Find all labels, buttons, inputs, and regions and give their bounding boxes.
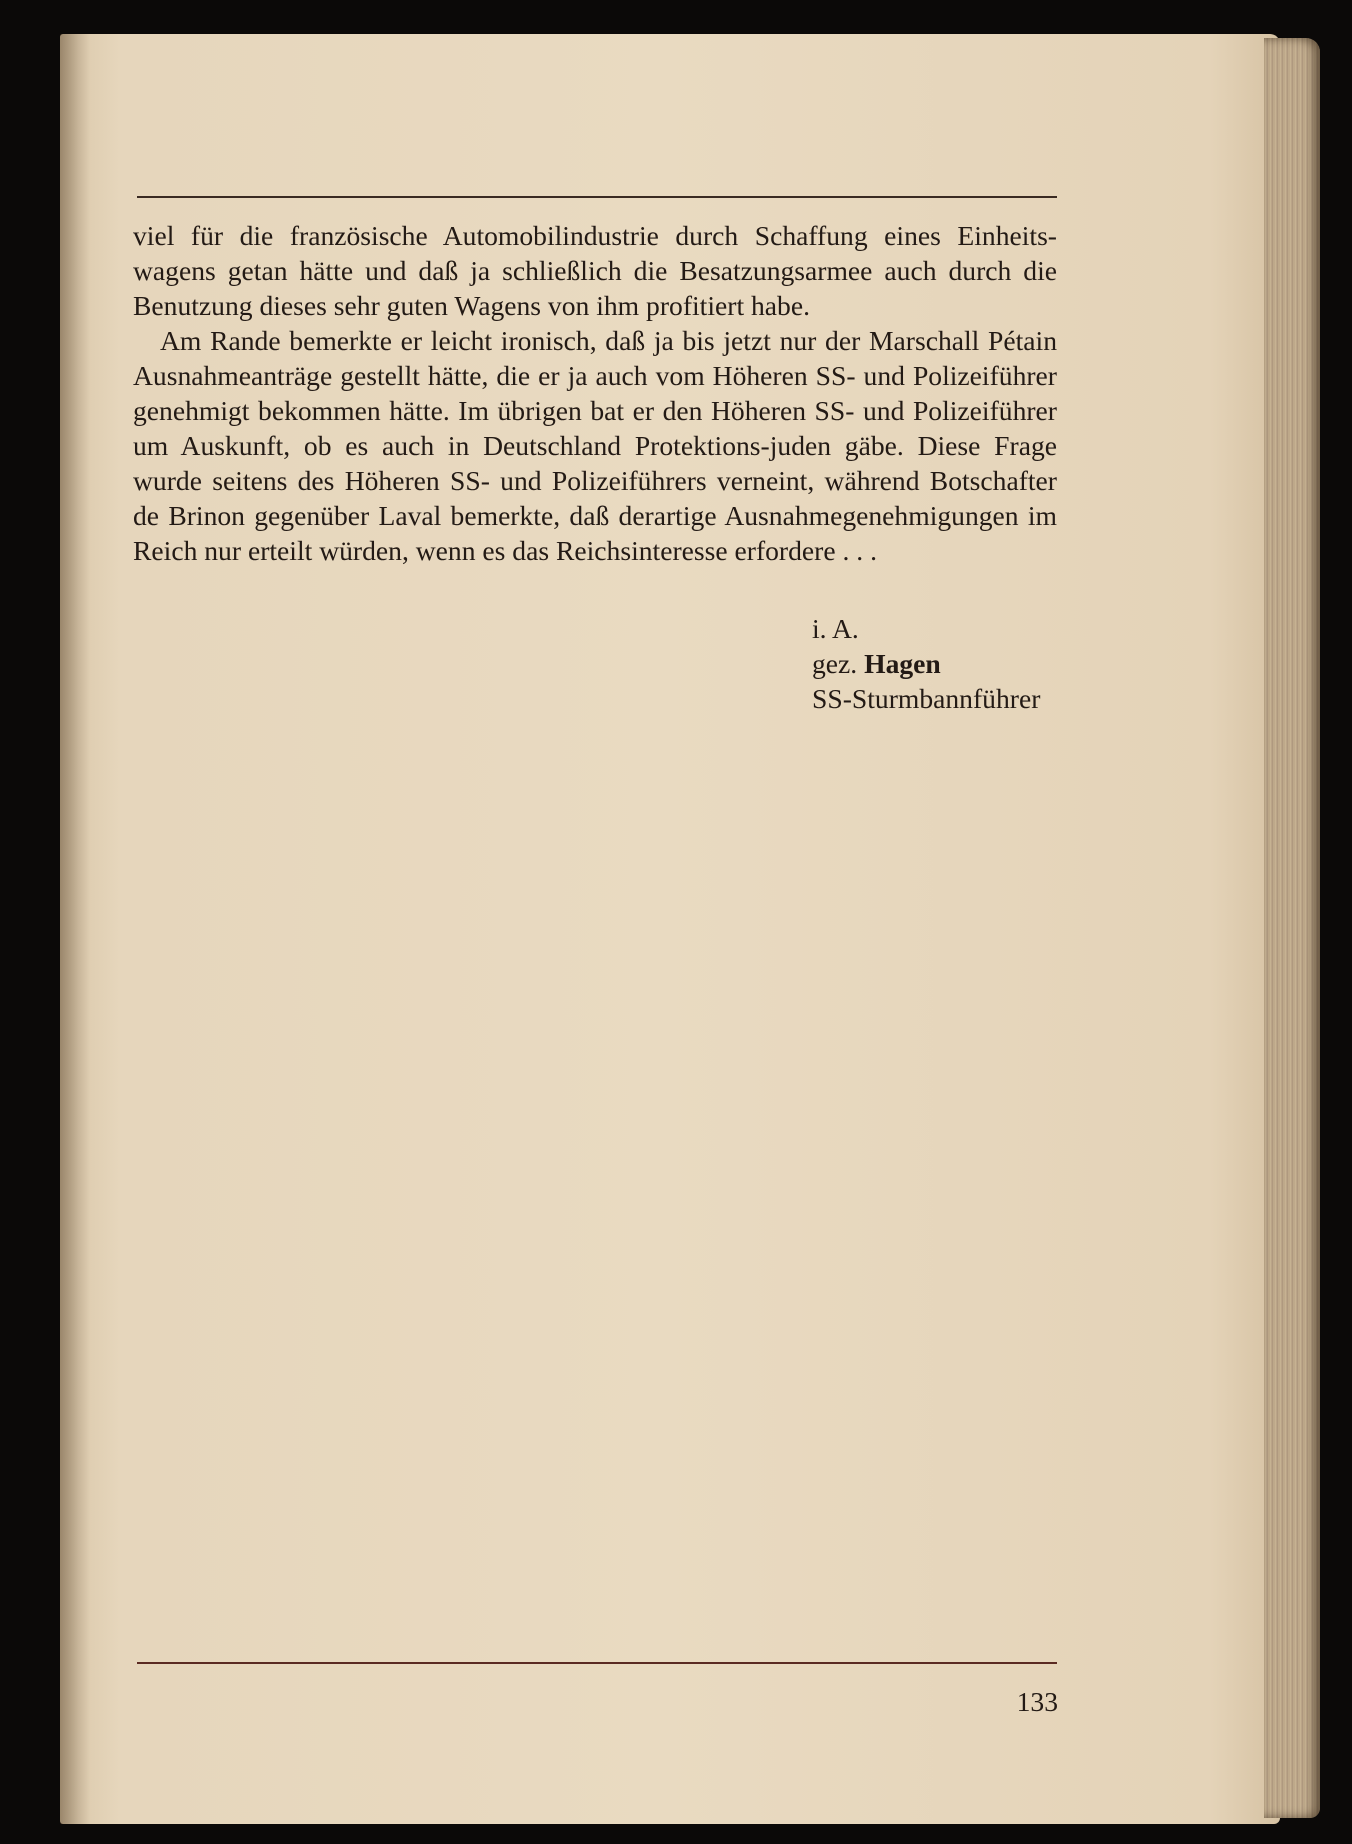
footer-rule — [137, 1662, 1057, 1664]
paragraph-2: Am Rande bemerkte er leicht ironisch, daß ja bis jetzt nur der Marschall Pétain Ausnahmeanträge gestellt hätte, die er ja auch vom Höheren SS- und Polizeiführer genehmigt bekommen hätte. Im übrigen bat er den Höheren SS- und Polizeiführer um Auskunft, ob es auch in Deutschland Protektions-juden gäbe. Diese Frage wurde seitens des Höheren SS- und Polizeiführers verneint, während Botschafter de Brinon gegenüber Laval bemerkte, daß derartige Ausnahmegenehmigungen im Reich nur erteilt würden, wenn es das Reichsinteresse erfordere . . . — [133, 325, 1057, 566]
signature-rank: SS-Sturmbannführer — [812, 683, 1041, 714]
signature-ia: i. A. — [812, 613, 859, 644]
signature-name-line — [812, 646, 1040, 681]
signature-name: Hagen — [864, 648, 941, 679]
signature-gez: gez. — [812, 648, 858, 679]
page-edges — [1264, 38, 1320, 1818]
header-rule — [137, 196, 1057, 198]
page-number: 133 — [1016, 1686, 1058, 1717]
signature-block — [812, 611, 1040, 716]
paragraph-1: viel für die französische Automobilindustrie durch Schaffung eines Einheits-wagens getan hätte und daß ja schließlich die Besatzungsarmee auch durch die Benutzung dieses sehr guten Wagens von ihm profitiert habe. — [133, 220, 1057, 321]
body-text — [133, 218, 1057, 568]
gutter-shadow — [60, 34, 90, 1824]
